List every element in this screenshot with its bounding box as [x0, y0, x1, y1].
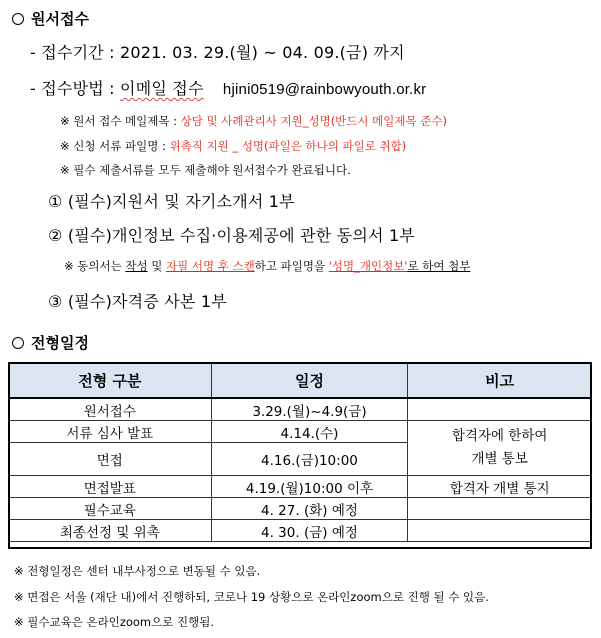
consent-note	[64, 258, 470, 274]
cell-date: 4.19.(월)10:00 이후	[211, 476, 408, 498]
table-row	[9, 421, 592, 443]
cell-date: 4.16.(금)10:00	[211, 443, 408, 476]
cell-stage: 최종선정 및 위촉	[9, 520, 212, 542]
note-value-red: 위촉직 지원 _ 성명(파일은 하나의 파일로 취합)	[169, 139, 407, 153]
cell-date: 3.29.(월)~4.9(금)	[211, 398, 408, 421]
cell-stage: 면접발표	[9, 476, 212, 498]
note-mail-subject	[60, 113, 447, 129]
note-value-red: 상담 및 사례관리사 지원_성명(반드시 메일제목 준수)	[180, 114, 447, 128]
note-label: ※ 원서 접수 메일제목 :	[60, 114, 181, 128]
header-stage: 전형 구분	[9, 363, 212, 399]
cell-stage: 원서접수	[9, 398, 212, 421]
consent-text: ※ 동의서는	[64, 259, 126, 273]
circle-bullet-icon	[12, 13, 24, 25]
table-row	[9, 520, 592, 542]
method-value: 이메일 접수	[120, 79, 204, 98]
consent-text: 하고 파일명을	[254, 259, 329, 273]
application-period: - 접수기간 : 2021. 03. 29.(월) ~ 04. 09.(금) 까지	[30, 43, 405, 62]
section-title-text: 원서접수	[31, 10, 89, 28]
header-remark: 비고	[408, 363, 592, 399]
cell-remark-empty	[408, 398, 592, 421]
circle-bullet-icon	[12, 337, 24, 349]
remark-line: 합격자에 한하여	[451, 428, 548, 444]
note-required-docs: ※ 필수 제출서류를 모두 제출해야 원서접수가 완료됩니다.	[60, 163, 351, 177]
consent-red-underlined: '성명_개인정보'	[328, 259, 408, 273]
table-row	[9, 498, 592, 520]
footnote: ※ 전형일정은 센터 내부사정으로 변동될 수 있음.	[14, 564, 261, 578]
cell-remark: 합격자 개별 통지	[408, 476, 592, 498]
consent-underlined: 작성	[125, 259, 148, 273]
doc-item-2: ② (필수)개인정보 수집·이용제공에 관한 동의서 1부	[48, 226, 415, 245]
note-label: ※ 신청 서류 파일명 :	[60, 139, 170, 153]
consent-underlined: 로 하여 첨부	[407, 259, 471, 273]
cell-stage: 필수교육	[9, 498, 212, 520]
cell-remark-empty	[408, 498, 592, 520]
cell-remark-group	[408, 421, 592, 476]
header-date: 일정	[211, 363, 408, 399]
section-title-application	[12, 8, 89, 29]
doc-item-3: ③ (필수)자격증 사본 1부	[48, 292, 227, 311]
table-header-row	[9, 363, 592, 399]
cell-stage: 면접	[9, 443, 212, 476]
remark-line: 개별 통보	[471, 451, 528, 467]
cell-date: 4.14.(수)	[211, 421, 408, 443]
footnote: ※ 필수교육은 온라인zoom으로 진행됨.	[14, 615, 214, 629]
consent-red-underlined: 자필 서명 후 스캔	[166, 259, 255, 273]
table-row	[9, 398, 592, 421]
cell-remark-empty	[408, 520, 592, 542]
consent-text: 및	[147, 259, 167, 273]
email-address: hjini0519@rainbowyouth.or.kr	[222, 81, 427, 98]
schedule-table	[8, 362, 592, 542]
method-prefix: - 접수방법 :	[30, 79, 121, 98]
doc-item-1: ① (필수)지원서 및 자기소개서 1부	[48, 192, 295, 211]
section-title-schedule	[12, 332, 89, 353]
cell-date: 4. 27. (화) 예정	[211, 498, 408, 520]
note-file-name	[60, 138, 406, 154]
cell-date: 4. 30. (금) 예정	[211, 520, 408, 542]
table-row	[9, 476, 592, 498]
footnote: ※ 면접은 서울 (재단 내)에서 진행하되, 코로나 19 상황으로 온라인zoom으로 진행 될 수 있음.	[14, 590, 489, 604]
cell-stage: 서류 심사 발표	[9, 421, 212, 443]
application-method	[30, 76, 426, 99]
section-title-text: 전형일정	[31, 334, 89, 352]
